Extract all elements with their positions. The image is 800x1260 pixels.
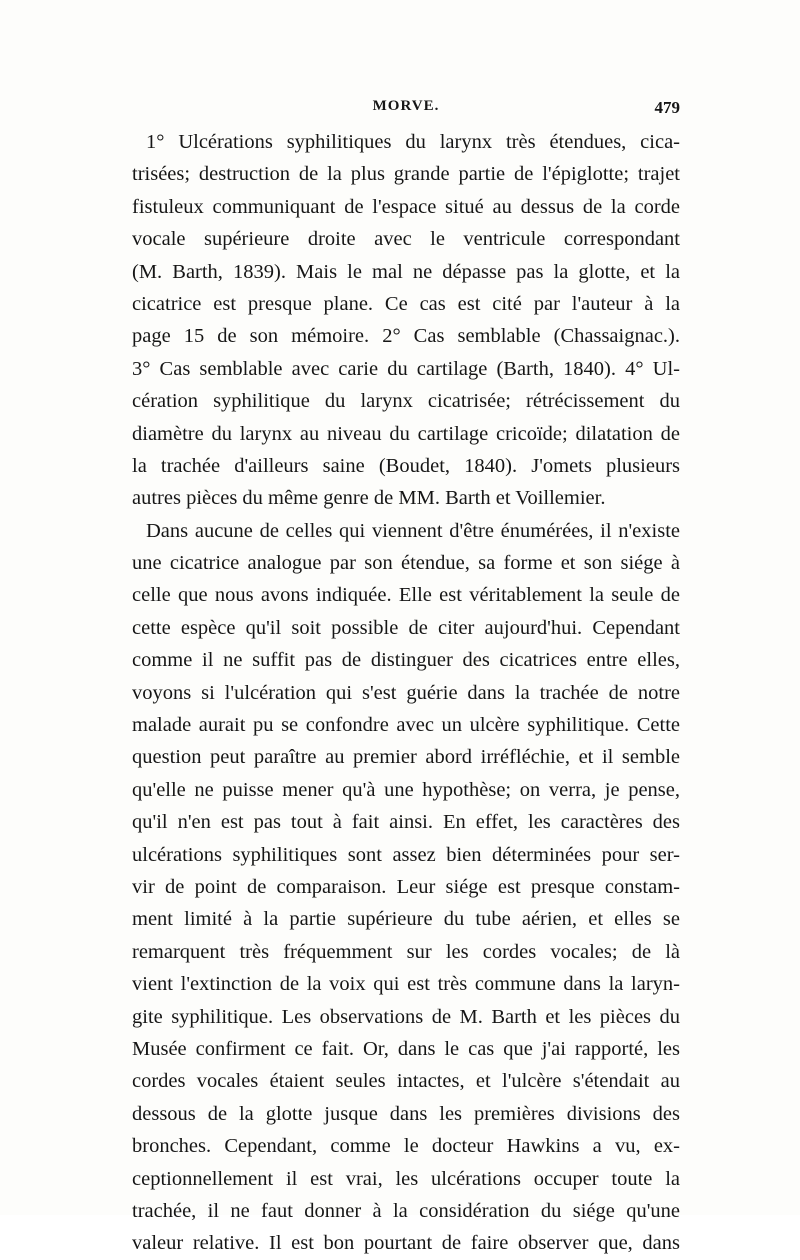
text-line: diamètre du larynx au niveau du cartilage cricoïde; dilatation de [132,422,680,445]
text-line: fistuleux communiquant de l'espace situé au dessus de la corde [132,195,680,218]
text-line: cette espèce qu'il soit possible de citer aujourd'hui. Cependant [132,616,680,639]
text-line: vient l'extinction de la voix qui est très commune dans la laryn- [132,973,680,996]
running-head [132,98,680,122]
page-number: 479 [654,98,680,117]
text-line: trachée, il ne faut donner à la considération du siége qu'une [132,1199,680,1222]
text-line: cicatrice est presque plane. Ce cas est cité par l'auteur à la [132,292,680,315]
text-line: Musée confirment ce fait. Or, dans le cas que j'ai rapporté, les [132,1037,680,1060]
text-line: ulcérations syphilitiques sont assez bien déterminées pour ser- [132,843,680,866]
text-line: qu'elle ne puisse mener qu'à une hypothèse; on verra, je pense, [132,778,680,801]
body-text [132,126,680,1260]
text-line: 1° Ulcérations syphilitiques du larynx très étendues, cica- [146,131,680,153]
text-line: ment limité à la partie supérieure du tube aérien, et elles se [132,908,680,931]
text-line: vocale supérieure droite avec le ventricule correspondant [132,228,680,251]
text-line: Dans aucune de celles qui viennent d'être énumérées, il n'existe [146,519,680,542]
text-line: 3° Cas semblable avec carie du cartilage (Barth, 1840). 4° Ul- [132,357,680,380]
text-line: gite syphilitique. Les observations de M. Barth et les pièces du [132,1005,680,1028]
text-line: remarquent très fréquemment sur les cordes vocales; de là [132,940,680,963]
text-line: vir de point de comparaison. Leur siége est presque constam- [132,875,680,898]
text-line: la trachée d'ailleurs saine (Boudet, 1840). J'omets plusieurs [132,454,680,477]
text-line: voyons si l'ulcération qui s'est guérie dans la trachée de notre [132,681,680,704]
text-line: page 15 de son mémoire. 2° Cas semblable (Chassaignac.). [132,325,680,348]
text-line: celle que nous avons indiquée. Elle est véritablement la seule de [132,584,680,607]
text-line: cération syphilitique du larynx cicatrisée; rétrécissement du [132,390,680,413]
text-line: trisées; destruction de la plus grande partie de l'épiglotte; trajet [132,163,680,186]
text-line: question peut paraître au premier abord irréfléchie, et il semble [132,746,680,769]
text-line: (M. Barth, 1839). Mais le mal ne dépasse pas la glotte, et la [132,260,680,283]
text-line: cordes vocales étaient seules intactes, et l'ulcère s'étendait au [132,1070,680,1093]
text-line: une cicatrice analogue par son étendue, sa forme et son siége à [132,552,680,575]
text-line: valeur relative. Il est bon pourtant de faire observer que, dans [132,1232,680,1255]
text-line: comme il ne suffit pas de distinguer des cicatrices entre elles, [132,649,680,672]
text-line: autres pièces du même genre de MM. Barth et Voillemier. [132,487,606,510]
running-title: MORVE. [372,98,440,114]
text-line: qu'il n'en est pas tout à fait ainsi. En effet, les caractères des [132,811,680,834]
text-line: malade aurait pu se confondre avec un ulcère syphilitique. Cette [132,714,680,737]
text-line: bronches. Cependant, comme le docteur Hawkins a vu, ex- [132,1135,680,1158]
text-line: dessous de la glotte jusque dans les premières divisions des [132,1102,680,1125]
text-line: ceptionnellement il est vrai, les ulcérations occuper toute la [132,1167,680,1190]
